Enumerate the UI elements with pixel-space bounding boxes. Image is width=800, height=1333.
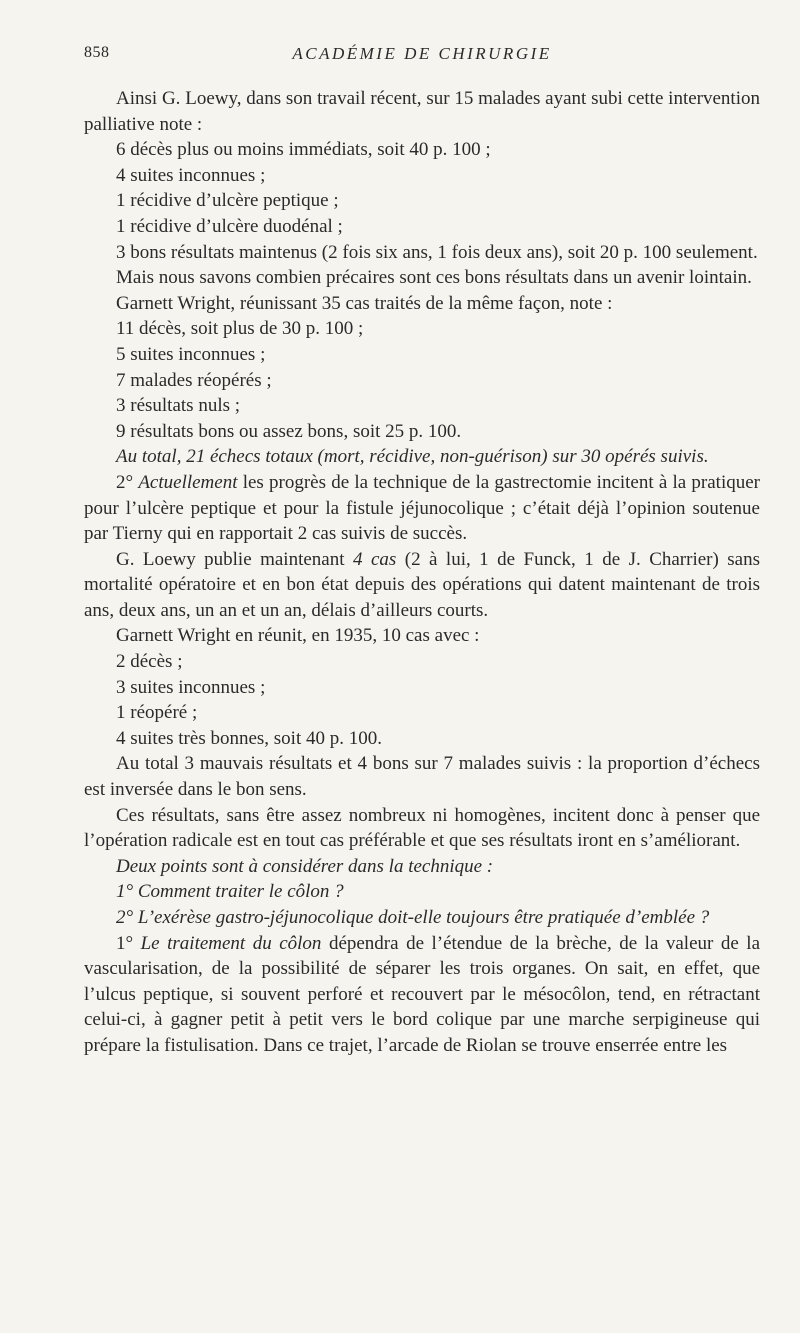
text-run: 1° (116, 932, 141, 954)
text-run: (2 à lui, 1 de Funck, 1 de J. Charrier) sans mortalité opératoire et en bon état depuis des opérations qui datent maintenant de trois ans, deux ans, un an et un an, délais d’ailleurs courts. (84, 548, 761, 621)
italic-text: Actuellement (138, 471, 238, 493)
list-item: 7 malades réopérés ; (116, 369, 272, 391)
italic-text: Le traitement du côlon (140, 932, 322, 954)
body-text (84, 86, 760, 1059)
page-header (84, 44, 760, 74)
list-item: 3 suites inconnues ; (116, 676, 266, 698)
paragraph: Ces résultats, sans être assez nombreux ni homogènes, incitent donc à penser que l’opération radicale est en tout cas préférable et que ses résultats iront en s’améliorant. (84, 804, 760, 852)
list-item: 6 décès plus ou moins immédiats, soit 40 p. 100 ; (116, 139, 491, 161)
list-item: 11 décès, soit plus de 30 p. 100 ; (116, 318, 364, 340)
italic-question (84, 905, 760, 931)
list-item: 2 décès ; (116, 651, 183, 673)
italic-text: Au total, 21 échecs totaux (mort, récidive, non-guérison) sur 30 opérés suivis. (116, 446, 709, 468)
text-run: les progrès de la technique de la gastrectomie incitent à la pratiquer pour l’ulcère peptique et pour la fistule jéjunocolique ; c’était déjà l’opinion soutenue par Tierny qui en rapportait 2 cas suivis de succès. (84, 471, 760, 545)
paragraph: Ainsi G. Loewy, dans son travail récent, sur 15 malades ayant subi cette intervention palliative note : (84, 88, 760, 135)
italic-question (84, 879, 760, 905)
list-item: 4 suites très bonnes, soit 40 p. 100. (116, 727, 382, 749)
list-item: 9 résultats bons ou assez bons, soit 25 p. 100. (116, 420, 462, 442)
paragraph: Au total 3 mauvais résultats et 4 bons sur 7 malades suivis : la proportion d’échecs est inversée dans le bon sens. (84, 753, 760, 801)
paragraph: 3 bons résultats maintenus (2 fois six ans, 1 fois deux ans), soit 20 p. 100 seulement. (116, 241, 758, 263)
italic-heading (84, 854, 760, 880)
list-item: 4 suites inconnues ; (116, 164, 266, 186)
paragraph (84, 470, 760, 547)
list-item: 3 résultats nuls ; (116, 395, 241, 417)
text-run: G. Loewy publie maintenant (116, 548, 353, 570)
list-item: 1 récidive d’ulcère duodénal ; (116, 215, 343, 237)
paragraph (84, 547, 760, 624)
text-run: 2° (116, 471, 139, 493)
paragraph: Garnett Wright, réunissant 35 cas traités de la même façon, note : (116, 292, 613, 314)
paragraph: Garnett Wright en réunit, en 1935, 10 cas avec : (116, 625, 480, 647)
paragraph: Mais nous savons combien précaires sont ces bons résultats dans un avenir lointain. (116, 267, 752, 289)
paragraph (84, 931, 760, 1059)
italic-text: 2° L’exérèse gastro-jéjunocolique doit-elle toujours être pratiquée d’emblée ? (116, 907, 710, 928)
italic-summary (84, 444, 760, 470)
text-run: dépendra de l’étendue de la brèche, de la valeur de la vascularisation, de la possibilité de séparer les trois organes. On sait, en effet, que l’ulcus peptique, si souvent perforé et recouvert par le mésocôlon, tend, en rétractant celui-ci, à gagner petit à petit vers le bord colique par une marche serpigineuse qui prépare la fistulisation. Dans ce trajet, l’arcade de Riolan se trouve enserrée entre les (84, 932, 760, 1056)
running-title: ACADÉMIE DE CHIRURGIE (292, 44, 552, 63)
italic-text: 4 cas (352, 548, 397, 570)
list-item: 1 récidive d’ulcère peptique ; (116, 190, 339, 212)
italic-text: Deux points sont à considérer dans la technique : (116, 855, 494, 877)
list-item: 1 réopéré ; (116, 702, 198, 724)
list-item: 5 suites inconnues ; (116, 343, 266, 365)
italic-text: 1° Comment traiter le côlon ? (116, 881, 344, 903)
page-number: 858 (84, 44, 110, 61)
